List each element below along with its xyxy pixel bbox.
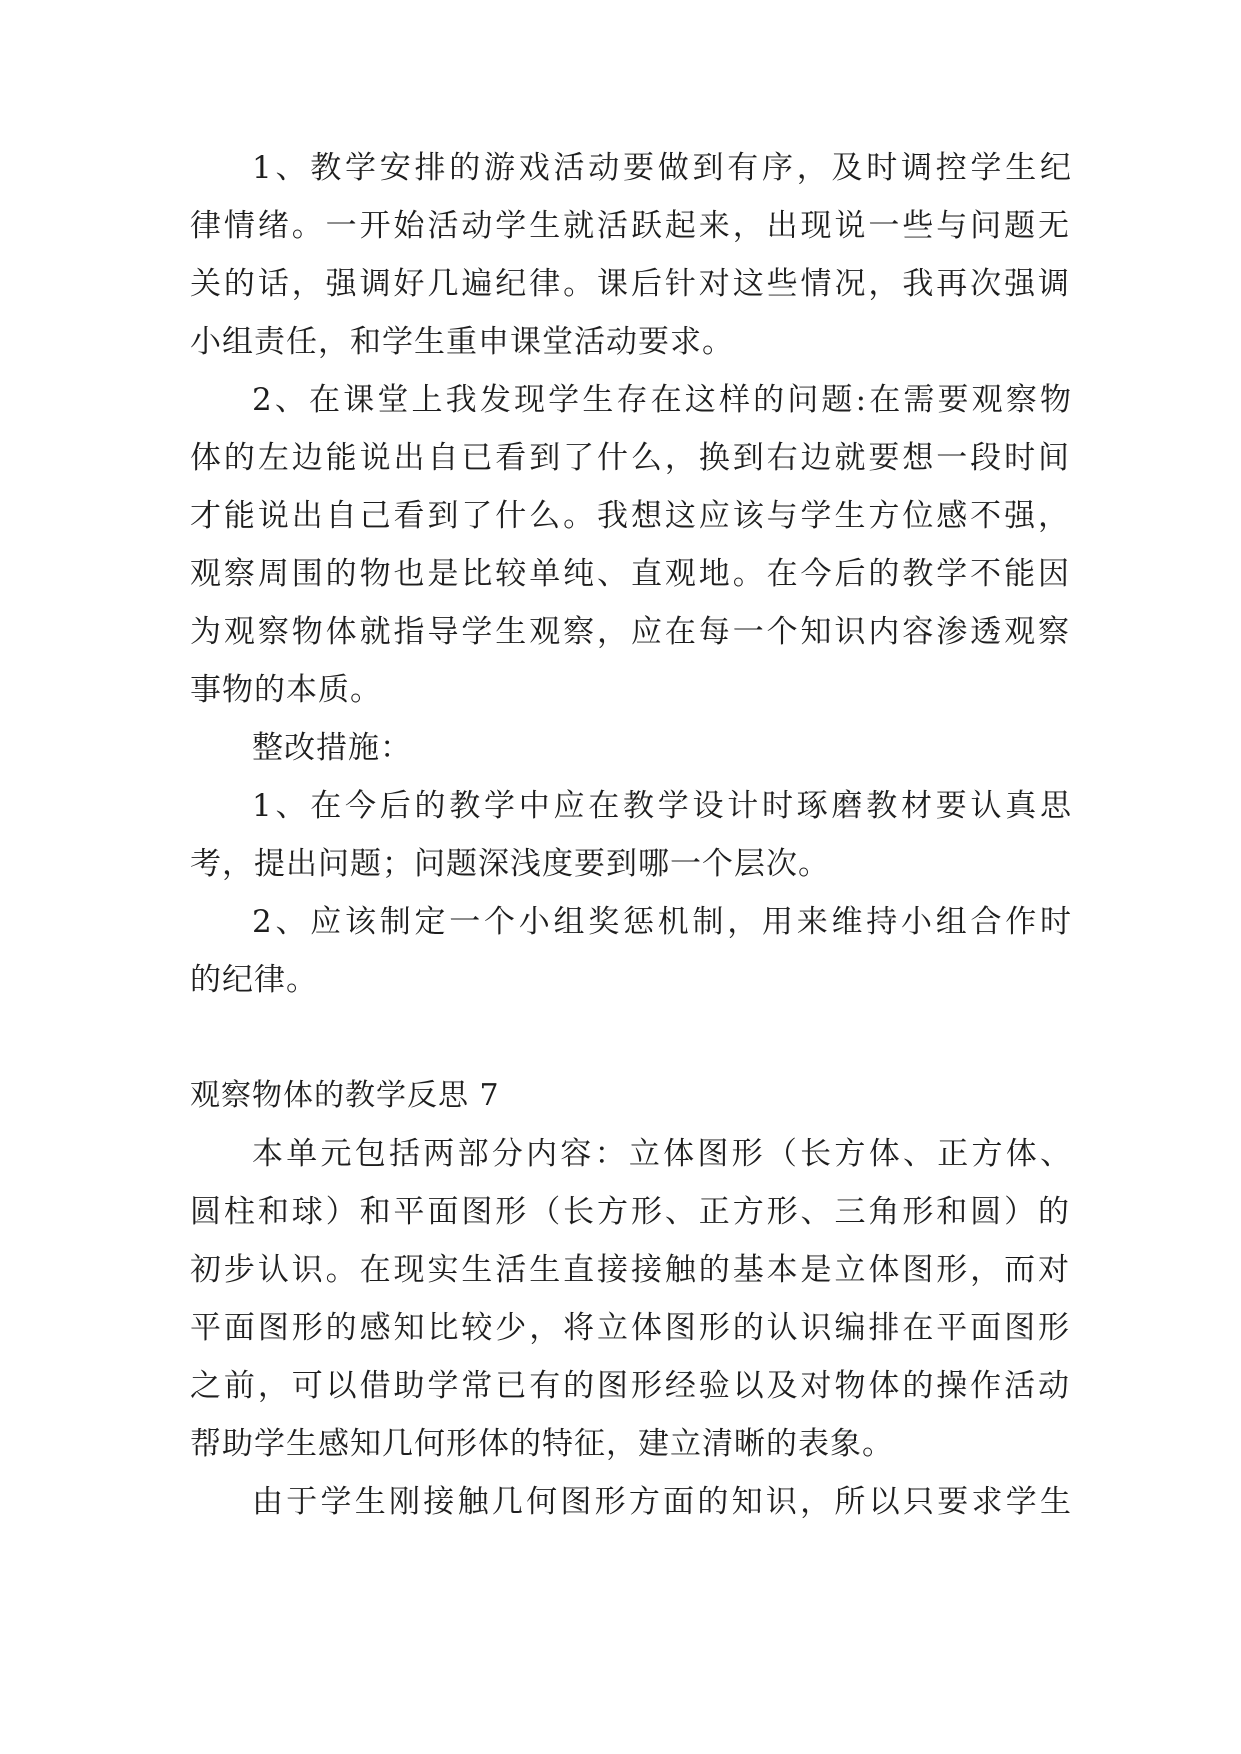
paragraph-line: 2、在课堂上我发现学生存在这样的问题:在需要观察物 [252, 382, 1072, 418]
paragraph-line: 事物的本质。 [190, 672, 382, 708]
paragraph-line: 1、教学安排的游戏活动要做到有序，及时调控学生纪 [252, 150, 1072, 186]
paragraph-line: 为观察物体就指导学生观察，应在每一个知识内容渗透观察 [190, 614, 1070, 650]
paragraph-line: 关的话，强调好几遍纪律。课后针对这些情况，我再次强调 [190, 266, 1070, 302]
paragraph-line: 平面图形的感知比较少，将立体图形的认识编排在平面图形 [190, 1310, 1070, 1346]
paragraph-line: 才能说出自己看到了什么。我想这应该与学生方位感不强， [190, 498, 1070, 534]
paragraph-line: 考，提出问题；问题深浅度要到哪一个层次。 [190, 846, 830, 882]
paragraph-line: 观察周围的物也是比较单纯、直观地。在今后的教学不能因 [190, 556, 1070, 592]
paragraph-line: 的纪律。 [190, 962, 318, 998]
paragraph-line: 帮助学生感知几何形体的特征，建立清晰的表象。 [190, 1426, 894, 1462]
paragraph-line: 律情绪。一开始活动学生就活跃起来，出现说一些与问题无 [190, 208, 1070, 244]
paragraph-line: 初步认识。在现实生活生直接接触的基本是立体图形，而对 [190, 1252, 1070, 1288]
paragraph-line: 2、应该制定一个小组奖惩机制，用来维持小组合作时 [252, 904, 1072, 940]
paragraph-line: 体的左边能说出自已看到了什么，换到右边就要想一段时间 [190, 440, 1070, 476]
paragraph-line: 1、在今后的教学中应在教学设计时琢磨教材要认真思 [252, 788, 1072, 824]
paragraph-line: 由于学生刚接触几何图形方面的知识，所以只要求学生 [252, 1484, 1072, 1520]
paragraph-line: 本单元包括两部分内容：立体图形（长方体、正方体、 [252, 1136, 1072, 1172]
paragraph-line: 圆柱和球）和平面图形（长方形、正方形、三角形和圆）的 [190, 1194, 1070, 1230]
section-title: 观察物体的教学反思 7 [190, 1078, 500, 1113]
paragraph-line: 之前，可以借助学常已有的图形经验以及对物体的操作活动 [190, 1368, 1070, 1404]
subheading: 整改措施： [252, 730, 412, 766]
paragraph-line: 小组责任，和学生重申课堂活动要求。 [190, 324, 734, 360]
